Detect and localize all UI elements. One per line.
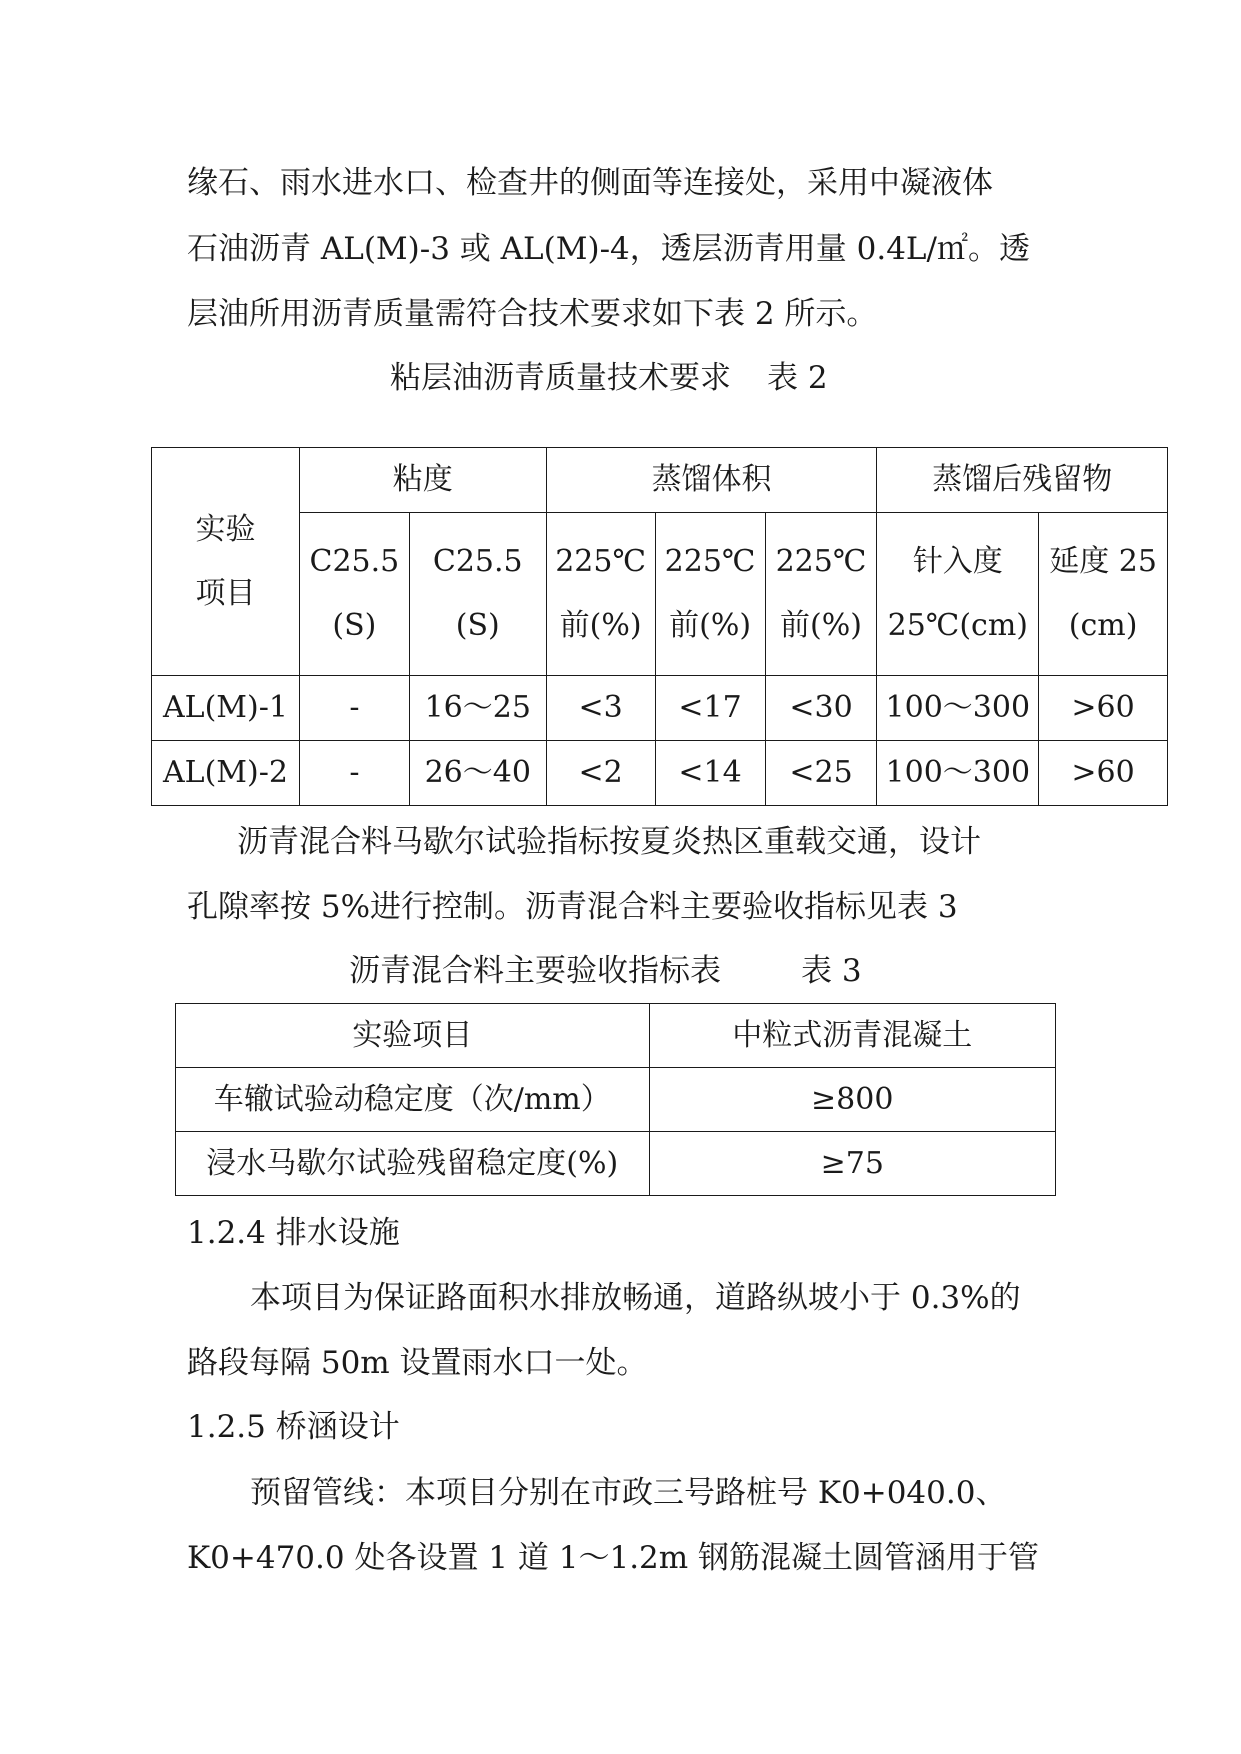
table-row (152, 741, 1168, 806)
header-distillation-volume: 蒸馏体积 (546, 448, 877, 513)
table3-caption-title: 沥青混合料主要验收指标表 (349, 953, 721, 989)
subheader-line2: (cm) (1068, 608, 1138, 643)
paragraph-line: K0+470.0 处各设置 1 道 1～1.2m 钢筋混凝土圆管涵用于管 (187, 1540, 1040, 1576)
paragraph-line: 缘石、雨水进水口、检查井的侧面等连接处，采用中凝液体 (187, 165, 993, 201)
subheader-line1: C25.5 (432, 544, 523, 579)
subheader-line2: 前(%) (669, 608, 752, 643)
subheader-line2: 前(%) (559, 608, 642, 643)
table-cell: 16～25 (409, 676, 546, 741)
table-cell: 浸水马歇尔试验残留稳定度(%) (176, 1132, 650, 1196)
header-distillation-residue: 蒸馏后残留物 (877, 448, 1168, 513)
subheader-line2: 25℃(cm) (887, 608, 1028, 643)
subheader-cell (409, 513, 546, 676)
paragraph-line: 沥青混合料马歇尔试验指标按夏炎热区重载交通，设计 (237, 824, 981, 860)
table-cell: <14 (655, 741, 765, 806)
subheader-line1: 225℃ (555, 544, 647, 579)
header-test-item-line2: 项目 (195, 575, 256, 611)
table2-caption-title: 粘层油沥青质量技术要求 (390, 360, 731, 396)
subheader-cell (877, 513, 1039, 676)
table-cell: <3 (546, 676, 655, 741)
paragraph-line: 路段每隔 50m 设置雨水口一处。 (187, 1345, 648, 1381)
subheader-cell (655, 513, 765, 676)
table-cell: <30 (765, 676, 877, 741)
table-cell: ≥75 (649, 1132, 1056, 1196)
table-cell: <2 (546, 741, 655, 806)
subheader-line2: (S) (332, 608, 377, 643)
table-cell: 车辙试验动稳定度（次/mm） (176, 1068, 650, 1132)
header-cell: 中粒式沥青混凝土 (649, 1004, 1056, 1068)
header-viscosity: 粘度 (299, 448, 546, 513)
table-row (152, 676, 1168, 741)
subheader-line1: 延度 25 (1049, 544, 1157, 579)
header-cell: 实验项目 (176, 1004, 650, 1068)
table-cell: ≥800 (649, 1068, 1056, 1132)
asphalt-quality-table (151, 447, 1168, 806)
header-test-item-line1: 实验 (195, 511, 256, 547)
table-header-row (176, 1004, 1056, 1068)
paragraph-line: 层油所用沥青质量需符合技术要求如下表 2 所示。 (187, 296, 878, 332)
subheader-cell (765, 513, 877, 676)
table-cell: - (299, 676, 409, 741)
subheader-line2: 前(%) (780, 608, 862, 643)
paragraph-line: 孔隙率按 5%进行控制。沥青混合料主要验收指标见表 3 (187, 889, 958, 925)
acceptance-index-table (175, 1003, 1056, 1196)
subheader-line1: C25.5 (309, 544, 400, 579)
section-heading: 1.2.4 排水设施 (187, 1215, 400, 1251)
table3-caption-number: 表 3 (801, 953, 862, 989)
paragraph-line: 预留管线：本项目分别在市政三号路桩号 K0+040.0、 (250, 1475, 1007, 1511)
header-test-item (152, 448, 300, 676)
table2-caption (390, 358, 828, 398)
table-cell: AL(M)-1 (152, 676, 300, 741)
table-cell: <25 (765, 741, 877, 806)
table3-caption (349, 951, 862, 991)
subheader-line1: 针入度 (912, 544, 1003, 579)
table-row (176, 1132, 1056, 1196)
table-cell: 26～40 (409, 741, 546, 806)
subheader-cell (546, 513, 655, 676)
subheader-line1: 225℃ (664, 544, 756, 579)
table-row (176, 1068, 1056, 1132)
table2-caption-number: 表 2 (767, 360, 828, 396)
table-cell: 100～300 (877, 741, 1039, 806)
subheader-cell (299, 513, 409, 676)
table-cell: 100～300 (877, 676, 1039, 741)
subheader-cell (1039, 513, 1168, 676)
table-cell: >60 (1039, 676, 1168, 741)
paragraph-line: 本项目为保证路面积水排放畅通，道路纵坡小于 0.3%的 (250, 1280, 1021, 1316)
subheader-line1: 225℃ (775, 544, 867, 579)
table-cell: - (299, 741, 409, 806)
subheader-line2: (S) (455, 608, 500, 643)
section-heading: 1.2.5 桥涵设计 (187, 1409, 400, 1445)
table-cell: >60 (1039, 741, 1168, 806)
paragraph-line: 石油沥青 AL(M)-3 或 AL(M)-4，透层沥青用量 0.4L/㎡。透 (187, 231, 1030, 267)
table-cell: AL(M)-2 (152, 741, 300, 806)
table-cell: <17 (655, 676, 765, 741)
